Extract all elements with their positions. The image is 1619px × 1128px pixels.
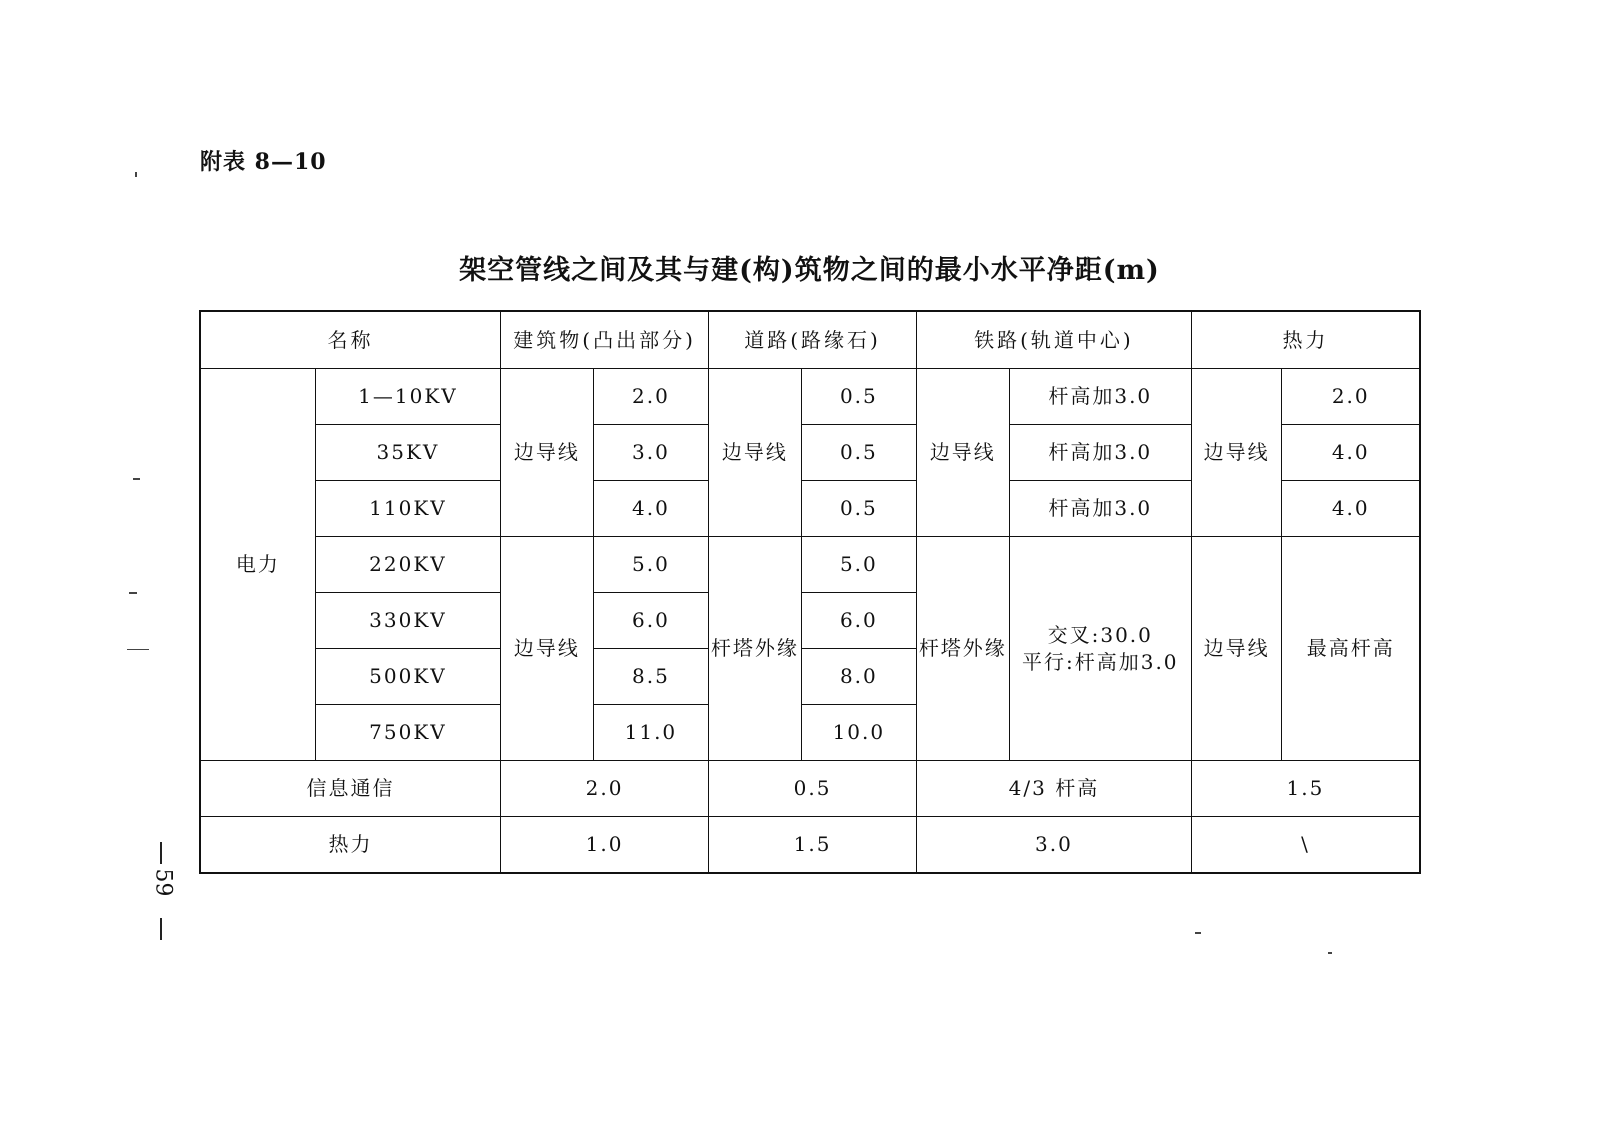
telecom-heat: 1.5	[1191, 761, 1420, 817]
heat-group-b-value: 最高杆高	[1282, 537, 1420, 761]
voltage-cell: 1—10KV	[315, 369, 500, 425]
heat-group-a-label: 边导线	[1191, 369, 1282, 537]
table-row	[200, 369, 1420, 425]
voltage-cell: 35KV	[315, 425, 500, 481]
scan-speck	[127, 649, 149, 650]
thermal-rail: 3.0	[917, 817, 1192, 874]
road-value: 8.0	[801, 649, 916, 705]
building-value: 6.0	[593, 593, 708, 649]
road-value: 6.0	[801, 593, 916, 649]
rail-value: 杆高加3.0	[1009, 481, 1191, 537]
voltage-cell: 110KV	[315, 481, 500, 537]
table-row	[200, 537, 1420, 593]
power-category: 电力	[200, 369, 315, 761]
page-number-dash-top	[160, 842, 162, 864]
rail-group-b-value	[1009, 537, 1191, 761]
road-value: 0.5	[801, 425, 916, 481]
scan-speck	[1195, 932, 1201, 934]
scan-speck	[129, 592, 137, 594]
page-number: 59	[150, 868, 176, 897]
rail-value: 杆高加3.0	[1009, 369, 1191, 425]
building-group-b-label: 边导线	[501, 537, 594, 761]
heat-value: 2.0	[1282, 369, 1420, 425]
voltage-cell: 330KV	[315, 593, 500, 649]
header-railway: 铁路(轨道中心)	[917, 311, 1192, 369]
rail-value: 杆高加3.0	[1009, 425, 1191, 481]
road-value: 10.0	[801, 705, 916, 761]
voltage-cell: 220KV	[315, 537, 500, 593]
road-group-b-label: 杆塔外缘	[709, 537, 802, 761]
table-title-text: 架空管线之间及其与建(构)筑物之间的最小水平净距(m)	[459, 255, 1160, 286]
scan-speck	[1328, 952, 1332, 954]
heat-value: 4.0	[1282, 481, 1420, 537]
rail-cross-value: 交叉:30.0	[1047, 622, 1153, 647]
header-road: 道路(路缘石)	[709, 311, 917, 369]
telecom-rail: 4/3 杆高	[917, 761, 1192, 817]
building-value: 8.5	[593, 649, 708, 705]
voltage-cell: 500KV	[315, 649, 500, 705]
thermal-heat: \	[1191, 817, 1420, 874]
building-value: 4.0	[593, 481, 708, 537]
table-title	[0, 248, 1619, 287]
telecom-road: 0.5	[709, 761, 917, 817]
road-group-a-label: 边导线	[709, 369, 802, 537]
heat-value: 4.0	[1282, 425, 1420, 481]
rail-parallel-value: 平行:杆高加3.0	[1021, 649, 1179, 674]
road-value: 0.5	[801, 369, 916, 425]
thermal-road: 1.5	[709, 817, 917, 874]
page-number-dash-bottom	[160, 918, 162, 940]
rail-group-a-label: 边导线	[917, 369, 1010, 537]
voltage-cell: 750KV	[315, 705, 500, 761]
thermal-name: 热力	[200, 817, 501, 874]
header-heat: 热力	[1191, 311, 1420, 369]
header-building: 建筑物(凸出部分)	[501, 311, 709, 369]
scan-speck	[135, 172, 137, 177]
table-row-telecom	[200, 761, 1420, 817]
header-name: 名称	[200, 311, 501, 369]
rail-group-b-label: 杆塔外缘	[917, 537, 1010, 761]
telecom-building: 2.0	[501, 761, 709, 817]
building-value: 11.0	[593, 705, 708, 761]
road-value: 5.0	[801, 537, 916, 593]
scan-speck	[133, 478, 140, 480]
heat-group-b-label: 边导线	[1191, 537, 1282, 761]
building-value: 3.0	[593, 425, 708, 481]
clearance-table	[199, 310, 1421, 874]
thermal-building: 1.0	[501, 817, 709, 874]
header-row	[200, 311, 1420, 369]
telecom-name: 信息通信	[200, 761, 501, 817]
building-group-a-label: 边导线	[501, 369, 594, 537]
table-row-thermal	[200, 817, 1420, 874]
appendix-label: 附表 8—10	[200, 149, 327, 175]
road-value: 0.5	[801, 481, 916, 537]
building-value: 5.0	[593, 537, 708, 593]
building-value: 2.0	[593, 369, 708, 425]
